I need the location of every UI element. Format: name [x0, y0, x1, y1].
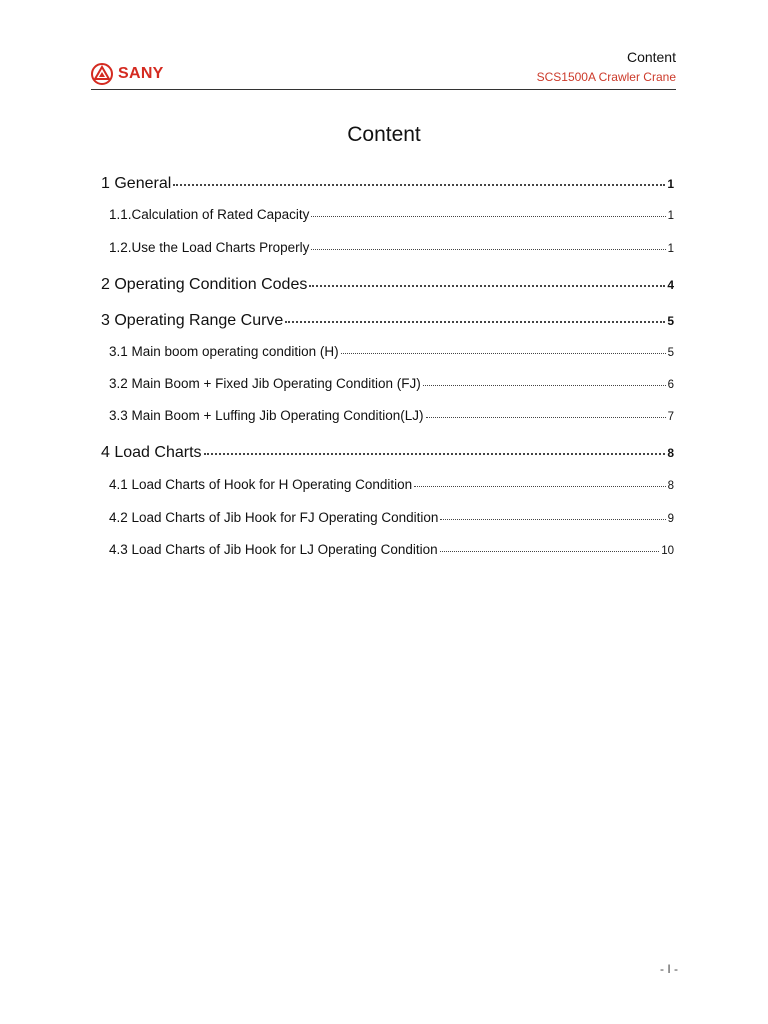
- toc-leader: [173, 183, 665, 186]
- toc-entry-label: 4 Load Charts: [101, 444, 202, 461]
- toc-entry-label: 4.2 Load Charts of Jib Hook for FJ Operating Condition: [109, 510, 439, 525]
- page-title: Content: [347, 123, 421, 146]
- toc-leader: [285, 320, 665, 323]
- toc-entry-page: 5: [667, 314, 674, 328]
- toc-leader: [423, 384, 666, 386]
- page-number: - I -: [660, 962, 678, 976]
- toc-leader: [311, 215, 665, 217]
- toc-entry-label: 4.3 Load Charts of Jib Hook for LJ Operating Condition: [109, 542, 438, 557]
- toc-entry-page: 5: [667, 347, 674, 359]
- toc-entry-label: 3.1 Main boom operating condition (H): [109, 344, 339, 359]
- toc-entry[interactable]: [0, 510, 674, 525]
- toc-entry-page: 4: [667, 278, 674, 292]
- toc-leader: [204, 452, 666, 455]
- toc-entry-page: 7: [667, 411, 674, 423]
- toc-entry-label: 2 Operating Condition Codes: [101, 276, 308, 293]
- toc-entry-page: 8: [667, 446, 674, 460]
- toc-leader: [311, 248, 665, 250]
- toc-leader: [440, 518, 665, 520]
- toc-entry[interactable]: [0, 344, 674, 359]
- toc-leader: [426, 416, 666, 418]
- header-subtitle: SCS1500A Crawler Crane: [536, 70, 676, 84]
- toc-entry[interactable]: [0, 477, 674, 492]
- toc-entry-page: 1: [667, 210, 674, 222]
- toc-leader: [414, 485, 665, 487]
- toc-entry-page: 9: [667, 513, 674, 525]
- toc-entry[interactable]: [0, 542, 674, 557]
- toc-entry[interactable]: [0, 175, 674, 193]
- toc-entry-page: 8: [667, 480, 674, 492]
- header-divider: [91, 89, 676, 90]
- header-title: Content: [626, 49, 676, 65]
- sany-logo: [91, 62, 164, 86]
- toc-entry[interactable]: [0, 207, 674, 222]
- toc-entry-label: 3.3 Main Boom + Luffing Jib Operating Condition(LJ): [109, 408, 424, 423]
- toc-entry[interactable]: [0, 240, 674, 255]
- toc-entry-label: 1 General: [101, 175, 172, 192]
- toc-entry-label: 1.1.Calculation of Rated Capacity: [109, 207, 310, 222]
- toc-entry[interactable]: [0, 444, 674, 462]
- toc-entry-label: 3 Operating Range Curve: [101, 312, 284, 329]
- sany-logo-icon: [91, 63, 113, 85]
- toc-entry[interactable]: [0, 408, 674, 423]
- toc-leader: [309, 284, 665, 287]
- toc-leader: [440, 550, 660, 552]
- toc-entry[interactable]: [0, 376, 674, 391]
- toc-leader: [341, 352, 666, 354]
- toc-entry-label: 1.2.Use the Load Charts Properly: [109, 240, 310, 255]
- toc-entry[interactable]: [0, 276, 674, 294]
- toc-entry-page: 6: [667, 379, 674, 391]
- toc-entry[interactable]: [0, 312, 674, 330]
- toc-entry-page: 1: [667, 177, 674, 191]
- toc-entry-label: 3.2 Main Boom + Fixed Jib Operating Condition (FJ): [109, 376, 421, 391]
- brand-name: SANY: [118, 65, 164, 82]
- toc-entry-label: 4.1 Load Charts of Hook for H Operating Condition: [109, 477, 413, 492]
- toc-entry-page: 1: [667, 243, 674, 255]
- toc-entry-page: 10: [661, 545, 674, 557]
